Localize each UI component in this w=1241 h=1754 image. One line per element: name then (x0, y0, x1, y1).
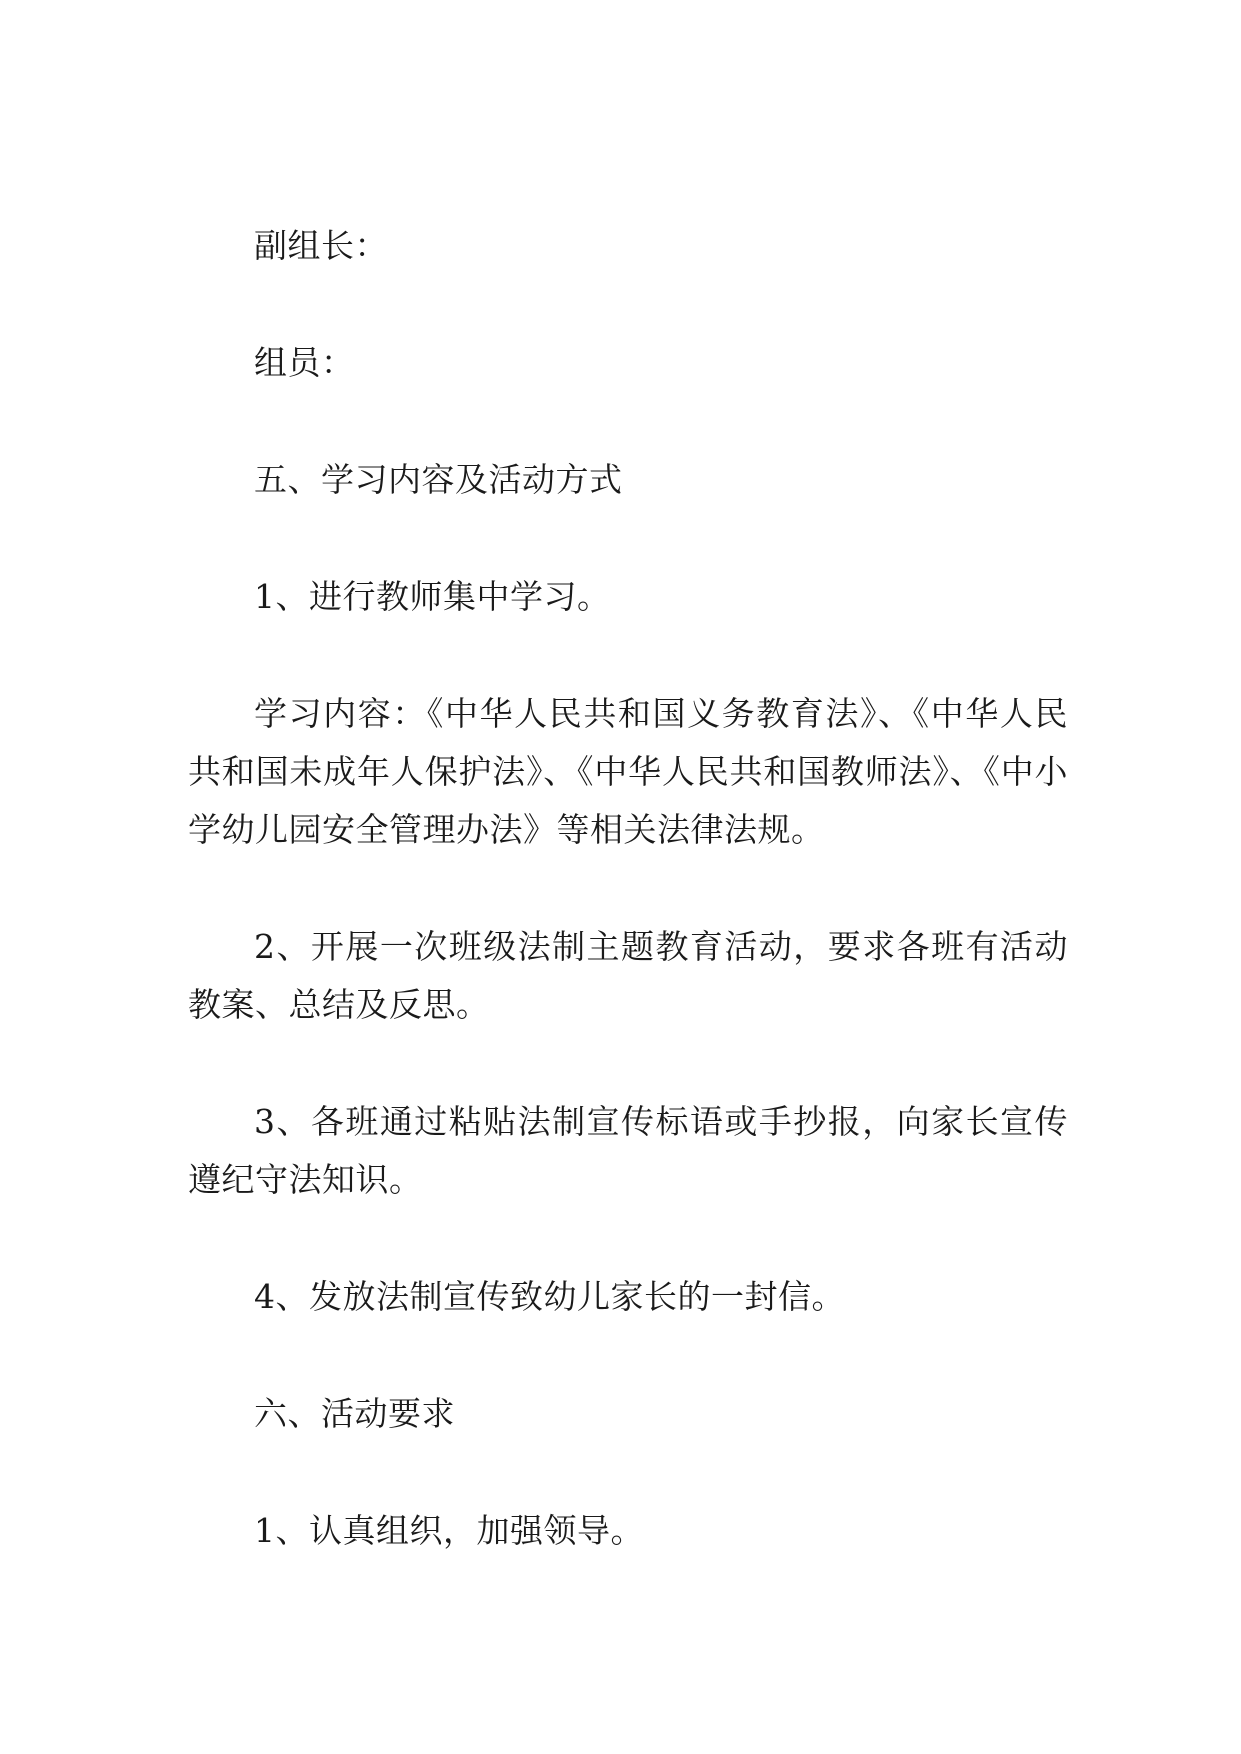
paragraph-item-4: 4、发放法制宣传致幼儿家长的一封信。 (254, 1277, 845, 1316)
paragraph-item-3: 3、各班通过粘贴法制宣传标语或手抄报，向家长宣传遵纪守法知识。 (188, 1102, 1068, 1199)
paragraph-item-2: 2、开展一次班级法制主题教育活动，要求各班有活动教案、总结及反思。 (188, 927, 1068, 1024)
paragraph-requirement-1: 1、认真组织，加强领导。 (254, 1511, 644, 1550)
paragraph-deputy-leader: 副组长： (254, 226, 388, 265)
section-heading-5: 五、学习内容及活动方式 (254, 460, 623, 499)
paragraph-members: 组员： (254, 343, 355, 382)
paragraph-study-content: 学习内容：《中华人民共和国义务教育法》、《中华人民共和国未成年人保护法》、《中华人民共和国教师法》、《中小学幼儿园安全管理办法》等相关法律法规。 (188, 694, 1068, 849)
section-heading-6: 六、活动要求 (254, 1394, 455, 1433)
paragraph-item-1: 1、进行教师集中学习。 (254, 577, 611, 616)
